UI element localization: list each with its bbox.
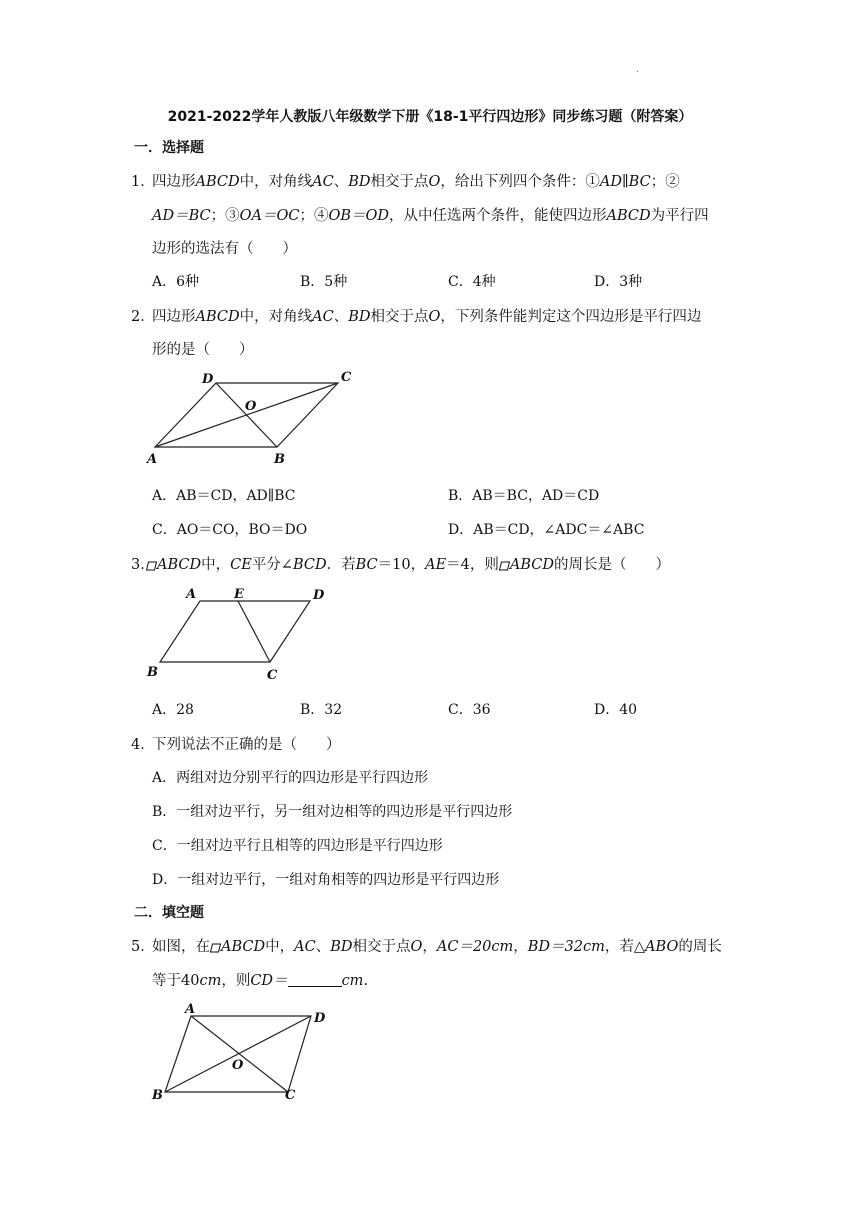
q1-option-b: B．5种 (300, 274, 348, 290)
q3-option-d: D．40 (594, 702, 638, 718)
q3-number: 3． (131, 557, 155, 573)
q3-label-d: D (313, 588, 325, 603)
q2-option-a: A．AB＝CD，AD∥BC (152, 488, 296, 504)
q5-label-b: B (152, 1088, 163, 1103)
q5-label-o: O (232, 1058, 244, 1073)
q1-line-1: 四边形ABCD中，对角线AC、BD相交于点O，给出下列四个条件：①AD∥BC；② (152, 174, 680, 190)
section-heading-choice: 一．选择题 (134, 140, 204, 156)
q1-number: 1． (131, 174, 155, 190)
section-heading-fill: 二．填空题 (134, 905, 204, 921)
q5-figure-parallelogram (145, 1000, 345, 1106)
document-title: 2021-2022学年人教版八年级数学下册《18-1平行四边形》同步练习题（附答案） (167, 109, 693, 125)
q2-line-2: 形的是（ ） (152, 342, 254, 358)
q1-option-d: D．3种 (594, 274, 643, 290)
q2-label-d: D (202, 372, 214, 387)
q4-line-1: 下列说法不正确的是（ ） (152, 737, 341, 753)
q5-label-c: C (285, 1088, 296, 1103)
q4-option-d: D．一组对边平行，一组对角相等的四边形是平行四边形 (152, 872, 500, 888)
q1-option-c: C．4种 (448, 274, 496, 290)
q1-line-2: AD＝BC；③OA＝OC；④OB＝OD，从中任选两个条件，能使四边形ABCD为平行四 (152, 208, 709, 224)
q1-option-a: A．6种 (152, 274, 200, 290)
q2-option-d: D．AB＝CD，∠ADC＝∠ABC (448, 522, 645, 538)
q3-option-c: C．36 (448, 702, 491, 718)
q5-line-2: 等于40cm，则CD＝ cm. (152, 973, 369, 989)
q3-figure-parallelogram (140, 583, 340, 685)
q3-option-a: A．28 (152, 702, 194, 718)
corner-mark: . (636, 64, 640, 75)
q2-label-c: C (341, 370, 352, 385)
q4-option-c: C．一组对边平行且相等的四边形是平行四边形 (152, 838, 443, 854)
q3-label-b: B (147, 665, 158, 680)
q5-label-d: D (314, 1011, 326, 1026)
q4-number: 4． (131, 737, 155, 753)
q4-option-b: B．一组对边平行，另一组对边相等的四边形是平行四边形 (152, 804, 513, 820)
answer-blank[interactable] (288, 972, 342, 987)
q2-line-1: 四边形ABCD中，对角线AC、BD相交于点O，下列条件能判定这个四边形是平行四边 (152, 309, 702, 325)
q2-label-o: O (245, 399, 257, 414)
q5-number: 5． (131, 939, 155, 955)
parallelogram-symbol-icon (146, 561, 157, 570)
parallelogram-symbol-icon (210, 943, 221, 952)
q2-number: 2． (131, 309, 155, 325)
q2-option-b: B．AB＝BC，AD＝CD (448, 488, 600, 504)
q2-option-c: C．AO＝CO，BO＝DO (152, 522, 308, 538)
q2-label-b: B (274, 452, 285, 467)
q3-option-b: B．32 (300, 702, 343, 718)
q3-label-c: C (267, 668, 278, 683)
q3-label-a: A (186, 587, 197, 602)
q3-label-e: E (234, 587, 244, 602)
parallelogram-symbol-icon (499, 561, 510, 570)
q2-label-a: A (147, 452, 158, 467)
q1-line-3: 边形的选法有（ ） (152, 241, 297, 257)
q4-option-a: A．两组对边分别平行的四边形是平行四边形 (152, 770, 429, 786)
q5-line-1: 如图，在 ABCD中，AC、BD相交于点O，AC＝20cm，BD＝32cm，若△ABO的周长 (152, 939, 722, 955)
q2-figure-parallelogram (140, 365, 370, 470)
q5-label-a: A (185, 1002, 196, 1017)
q3-line-1: ABCD中，CE平分∠BCD．若BC＝10，AE＝4，则 ABCD的周长是（ ） (146, 553, 670, 574)
